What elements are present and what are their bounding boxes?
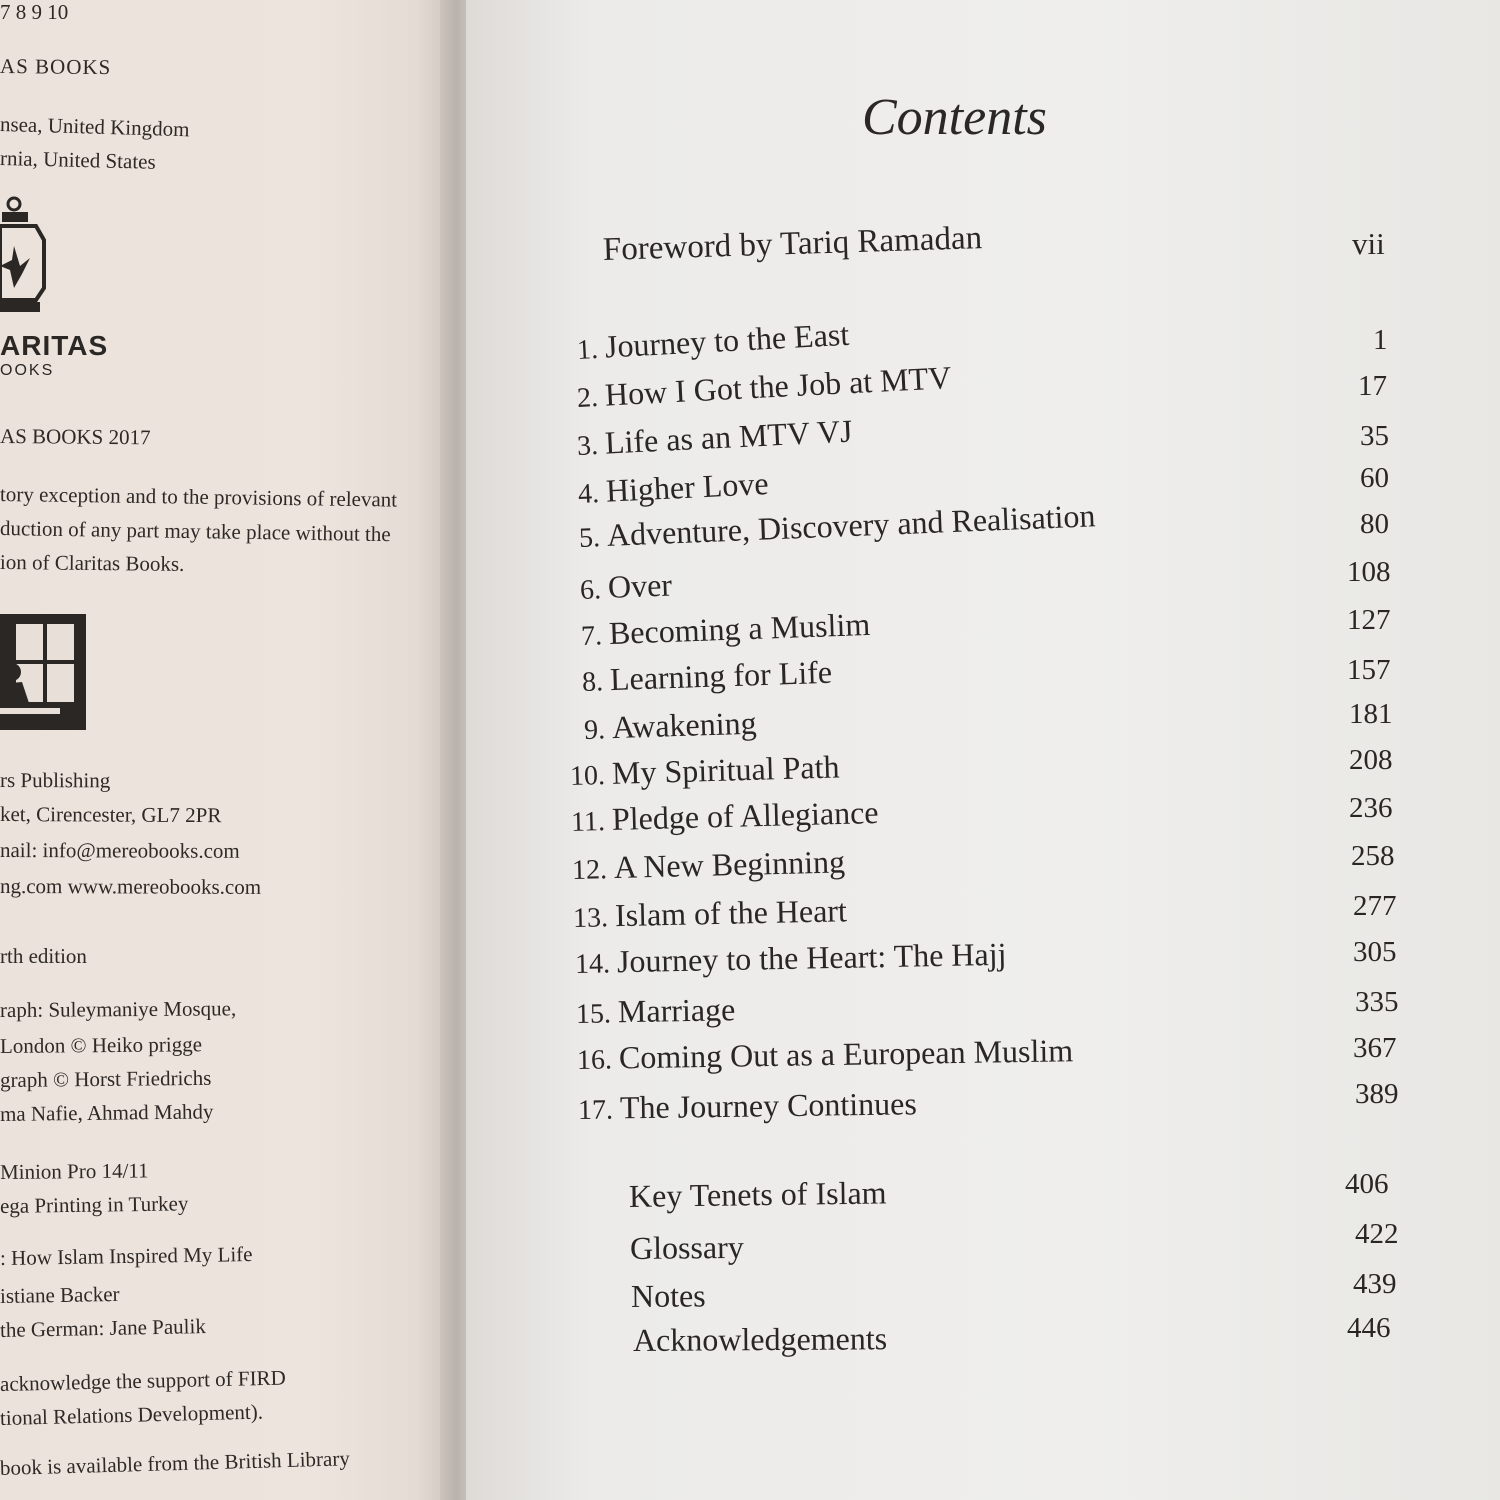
contents-heading: Contents xyxy=(862,89,1047,146)
chapter-page-number: 80 xyxy=(1360,508,1389,540)
chapter-title: Life as an MTV VJ xyxy=(604,412,854,461)
copyright-line: : How Islam Inspired My Life xyxy=(0,1242,253,1270)
chapter-page-number: 335 xyxy=(1355,986,1399,1018)
lantern-logo-icon xyxy=(0,196,60,326)
chapter-number: 10. xyxy=(569,759,613,792)
chapter-page-number: 181 xyxy=(1349,698,1393,730)
copyright-line: the German: Jane Paulik xyxy=(0,1314,207,1342)
chapter-title: Marriage xyxy=(617,991,736,1030)
chapter-title: The Journey Continues xyxy=(619,1085,918,1126)
copyright-line: 7 8 9 10 xyxy=(0,0,69,24)
chapter-entry xyxy=(577,1032,1074,1077)
right-page-contents xyxy=(466,0,1500,1500)
copyright-line: graph © Horst Friedrichs xyxy=(0,1065,212,1092)
chapter-page-number: 367 xyxy=(1353,1032,1397,1064)
copyright-line: Minion Pro 14/11 xyxy=(0,1158,149,1184)
chapter-number: 3. xyxy=(576,429,606,462)
chapter-entry xyxy=(576,991,736,1031)
chapter-page-number: 60 xyxy=(1360,462,1389,494)
chapter-entry xyxy=(573,892,848,935)
chapter-title: Awakening xyxy=(611,704,758,746)
chapter-number: 17. xyxy=(577,1094,621,1126)
copyright-line: AS BOOKS xyxy=(0,54,112,80)
copyright-line: istiane Backer xyxy=(0,1281,120,1308)
claritas-logo-text: ARITAS xyxy=(0,330,109,361)
chapter-entry xyxy=(572,843,846,887)
copyright-line: rnia, United States xyxy=(0,146,156,174)
chapter-title: Islam of the Heart xyxy=(614,892,848,934)
back-matter-page-number: 406 xyxy=(1345,1168,1389,1200)
back-matter-title: Notes xyxy=(630,1277,706,1314)
chapter-title: Becoming a Muslim xyxy=(608,605,871,652)
copyright-line: ma Nafie, Ahmad Mahdy xyxy=(0,1099,214,1126)
chapter-title: Learning for Life xyxy=(609,653,833,698)
copyright-line: ega Printing in Turkey xyxy=(0,1191,189,1218)
chapter-page-number: 1 xyxy=(1373,324,1388,356)
chapter-number: 15. xyxy=(575,998,619,1030)
chapter-title: Pledge of Allegiance xyxy=(611,793,879,837)
chapter-number: 9. xyxy=(583,714,613,746)
copyright-line: AS BOOKS 2017 xyxy=(0,424,151,450)
chapter-title: How I Got the Job at MTV xyxy=(604,359,953,413)
copyright-line: book is available from the British Library xyxy=(0,1446,351,1480)
back-matter-page-number: 422 xyxy=(1355,1218,1399,1250)
chapter-number: 14. xyxy=(574,948,618,980)
window-reader-logo-icon xyxy=(0,614,86,730)
left-page-copyright xyxy=(0,0,452,1500)
copyright-line: tional Relations Development). xyxy=(0,1399,264,1430)
chapter-page-number: 157 xyxy=(1347,654,1391,686)
copyright-line: rth edition xyxy=(0,944,87,968)
foreword-entry-page: vii xyxy=(1352,226,1385,261)
chapter-page-number: 258 xyxy=(1351,840,1395,872)
chapter-page-number: 208 xyxy=(1349,744,1393,776)
chapter-page-number: 35 xyxy=(1360,420,1389,452)
chapter-number: 13. xyxy=(572,902,616,934)
chapter-page-number: 277 xyxy=(1353,890,1397,922)
chapter-number: 6. xyxy=(579,573,609,606)
copyright-line: ng.com www.mereobooks.com xyxy=(0,874,262,899)
chapter-page-number: 108 xyxy=(1347,556,1391,588)
chapter-title: Over xyxy=(607,566,673,605)
copyright-line: acknowledge the support of FIRD xyxy=(0,1365,286,1396)
copyright-line: ion of Claritas Books. xyxy=(0,550,185,576)
chapter-number: 8. xyxy=(581,666,611,698)
back-matter-title: Glossary xyxy=(629,1228,744,1266)
chapter-number: 5. xyxy=(578,521,608,554)
chapter-title: A New Beginning xyxy=(613,843,846,885)
chapter-number: 11. xyxy=(570,805,613,838)
copyright-line: raph: Suleymaniye Mosque, xyxy=(0,996,237,1022)
chapter-title: My Spiritual Path xyxy=(611,748,840,791)
chapter-title: Adventure, Discovery and Realisation xyxy=(606,497,1097,553)
chapter-page-number: 389 xyxy=(1355,1078,1399,1110)
chapter-number: 12. xyxy=(571,853,615,886)
back-matter-title: Key Tenets of Islam xyxy=(628,1174,887,1214)
chapter-title: Higher Love xyxy=(605,465,770,509)
chapter-number: 1. xyxy=(576,333,606,366)
chapter-entry xyxy=(583,705,757,747)
copyright-line: nail: info@mereobooks.com xyxy=(0,838,240,863)
back-matter-page-number: 439 xyxy=(1353,1268,1397,1300)
back-matter-page-number: 446 xyxy=(1347,1312,1391,1344)
chapter-title: Journey to the Heart: The Hajj xyxy=(616,935,1007,980)
chapter-number: 16. xyxy=(576,1044,620,1076)
chapter-number: 2. xyxy=(576,381,606,414)
chapter-page-number: 236 xyxy=(1349,792,1393,824)
chapter-entry xyxy=(579,566,672,607)
chapter-page-number: 17 xyxy=(1358,370,1387,402)
chapter-title: Coming Out as a European Muslim xyxy=(618,1032,1074,1076)
chapter-number: 4. xyxy=(577,477,607,510)
foreword-entry-title: Foreword by Tariq Ramadan xyxy=(602,220,983,268)
chapter-entry xyxy=(569,748,839,793)
chapter-number: 7. xyxy=(580,620,610,652)
chapter-entry xyxy=(578,1085,917,1127)
copyright-line: London © Heiko prigge xyxy=(0,1032,203,1058)
chapter-page-number: 127 xyxy=(1347,604,1391,636)
chapter-page-number: 305 xyxy=(1353,936,1397,968)
copyright-line: nsea, United Kingdom xyxy=(0,112,190,142)
copyright-line: ket, Cirencester, GL7 2PR xyxy=(0,802,222,828)
back-matter-title: Acknowledgements xyxy=(632,1320,888,1358)
chapter-title: Journey to the East xyxy=(603,315,850,365)
copyright-line: duction of any part may take place without the xyxy=(0,516,391,547)
copyright-line: tory exception and to the provisions of relevant xyxy=(0,482,398,512)
copyright-line: rs Publishing xyxy=(0,768,111,793)
claritas-logo-subtext: OOKS xyxy=(0,362,55,379)
